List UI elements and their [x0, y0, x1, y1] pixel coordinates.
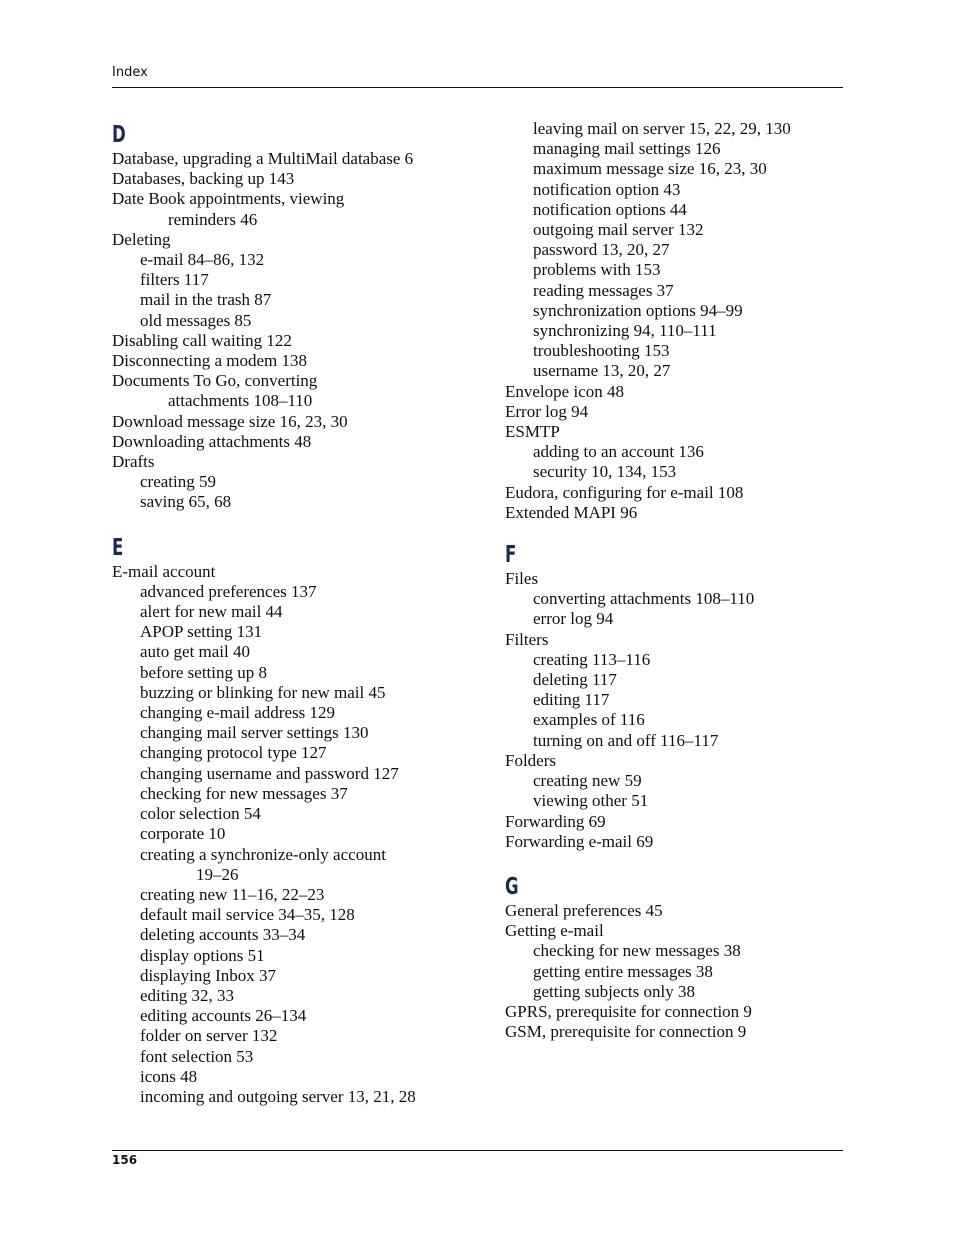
index-subentry: auto get mail 40: [140, 642, 251, 662]
index-subentry: icons 48: [140, 1066, 198, 1086]
index-subentry: checking for new messages 38: [533, 941, 741, 961]
index-subentry: reading messages 37: [533, 280, 674, 300]
index-entry: Database, upgrading a MultiMail database 6: [112, 149, 414, 168]
index-subentry: converting attachments 108–110: [533, 589, 755, 609]
index-entry: Extended MAPI 96: [505, 502, 638, 522]
page-number: 156: [112, 1153, 138, 1167]
index-entry: Forwarding e-mail 69: [505, 831, 654, 851]
index-subentry: username 13, 20, 27: [533, 361, 671, 381]
index-subentry: deleting 117: [533, 670, 617, 690]
section-gap: [505, 523, 855, 539]
index-entry: E-mail account: [112, 561, 216, 581]
index-subentry: incoming and outgoing server 13, 21, 28: [140, 1086, 416, 1106]
index-entry: General preferences 45: [505, 900, 663, 920]
index-entry: Documents To Go, converting: [112, 371, 318, 391]
index-subentry: deleting accounts 33–34: [140, 925, 306, 945]
index-subentry: before setting up 8: [140, 662, 267, 682]
index-subentry: alert for new mail 44: [140, 602, 283, 622]
index-subentry: mail in the trash 87: [140, 290, 272, 310]
index-subentry: examples of 116: [533, 710, 645, 730]
index-entry: Download message size 16, 23, 30: [112, 411, 348, 431]
index-subentry: editing accounts 26–134: [140, 1006, 307, 1026]
index-subentry: creating 59: [140, 472, 216, 492]
index-entry: Date Book appointments, viewing: [112, 189, 345, 209]
index-subentry: adding to an account 136: [533, 442, 704, 462]
running-head: Index: [112, 65, 148, 80]
index-subentry: synchronizing 94, 110–111: [533, 321, 717, 341]
footer-rule: [112, 1150, 843, 1151]
index-subentry: problems with 153: [533, 260, 661, 280]
index-subentry: default mail service 34–35, 128: [140, 905, 355, 925]
index-subentry: getting entire messages 38: [533, 961, 713, 981]
index-entry: GPRS, prerequisite for connection 9: [505, 1001, 752, 1021]
index-subentry-continuation: 19–26: [196, 864, 239, 884]
index-subentry: creating new 59: [533, 771, 642, 791]
index-subentry: creating a synchronize-only account: [140, 844, 386, 864]
index-entry: Databases, backing up 143: [112, 169, 295, 189]
index-subentry: buzzing or blinking for new mail 45: [140, 682, 386, 702]
section-gap: [505, 852, 855, 871]
index-subentry: notification option 43: [533, 179, 681, 199]
index-entry: Drafts: [112, 452, 155, 472]
index-column-left: [112, 119, 462, 1107]
index-entry-continuation: attachments 108–110: [168, 391, 313, 411]
index-subentry: font selection 53: [140, 1046, 254, 1066]
index-entry-continuation: reminders 46: [168, 209, 258, 229]
index-subentry: maximum message size 16, 23, 30: [533, 159, 767, 179]
index-subentry: getting subjects only 38: [533, 981, 695, 1001]
index-entry: Filters: [505, 629, 549, 649]
index-subentry: changing e-mail address 129: [140, 703, 335, 723]
index-subentry: password 13, 20, 27: [533, 240, 670, 260]
index-subentry: advanced preferences 137: [140, 581, 317, 601]
index-entry: Eudora, configuring for e-mail 108: [505, 482, 744, 502]
index-subentry: synchronization options 94–99: [533, 300, 743, 320]
index-letter-e: E: [112, 534, 124, 561]
index-subentry: leaving mail on server 15, 22, 29, 130: [533, 119, 791, 138]
index-subentry: turning on and off 116–117: [533, 730, 719, 750]
index-letter-f: F: [505, 542, 517, 569]
index-subentry: color selection 54: [140, 804, 261, 824]
index-subentry: folder on server 132: [140, 1026, 278, 1046]
index-subentry: error log 94: [533, 609, 614, 629]
index-entry: Error log 94: [505, 401, 589, 421]
section-gap: [112, 513, 462, 532]
index-subentry: checking for new messages 37: [140, 783, 348, 803]
index-subentry: managing mail settings 126: [533, 139, 721, 159]
index-subentry: changing protocol type 127: [140, 743, 327, 763]
index-subentry: creating 113–116: [533, 649, 651, 669]
index-column-right: [505, 119, 855, 1042]
index-entry: Disabling call waiting 122: [112, 330, 292, 350]
index-entry: Disconnecting a modem 138: [112, 351, 307, 371]
index-entry: Files: [505, 569, 539, 589]
index-entry: Getting e-mail: [505, 921, 604, 941]
index-subentry: editing 32, 33: [140, 985, 234, 1005]
index-letter-d: D: [112, 122, 126, 148]
index-subentry: old messages 85: [140, 310, 252, 330]
index-subentry: changing mail server settings 130: [140, 723, 369, 743]
index-subentry: e-mail 84–86, 132: [140, 250, 265, 270]
index-subentry: corporate 10: [140, 824, 226, 844]
index-entry: Deleting: [112, 229, 171, 249]
index-subentry: APOP setting 131: [140, 622, 263, 642]
index-letter-g: G: [505, 873, 519, 900]
index-subentry: troubleshooting 153: [533, 341, 670, 361]
header-rule: [112, 87, 843, 88]
index-subentry: changing username and password 127: [140, 763, 399, 783]
index-subentry: display options 51: [140, 945, 265, 965]
index-subentry: notification options 44: [533, 199, 687, 219]
index-subentry: displaying Inbox 37: [140, 965, 276, 985]
index-entry: ESMTP: [505, 422, 560, 442]
index-subentry: editing 117: [533, 690, 610, 710]
index-entry: GSM, prerequisite for connection 9: [505, 1022, 747, 1042]
index-subentry: viewing other 51: [533, 791, 649, 811]
index-subentry: saving 65, 68: [140, 492, 232, 512]
index-entry: Envelope icon 48: [505, 381, 624, 401]
index-entry: Folders: [505, 750, 556, 770]
index-subentry: outgoing mail server 132: [533, 220, 704, 240]
index-subentry: filters 117: [140, 270, 209, 290]
index-entry: Forwarding 69: [505, 811, 606, 831]
index-subentry: security 10, 134, 153: [533, 462, 677, 482]
index-entry: Downloading attachments 48: [112, 431, 312, 451]
index-subentry: creating new 11–16, 22–23: [140, 884, 325, 904]
